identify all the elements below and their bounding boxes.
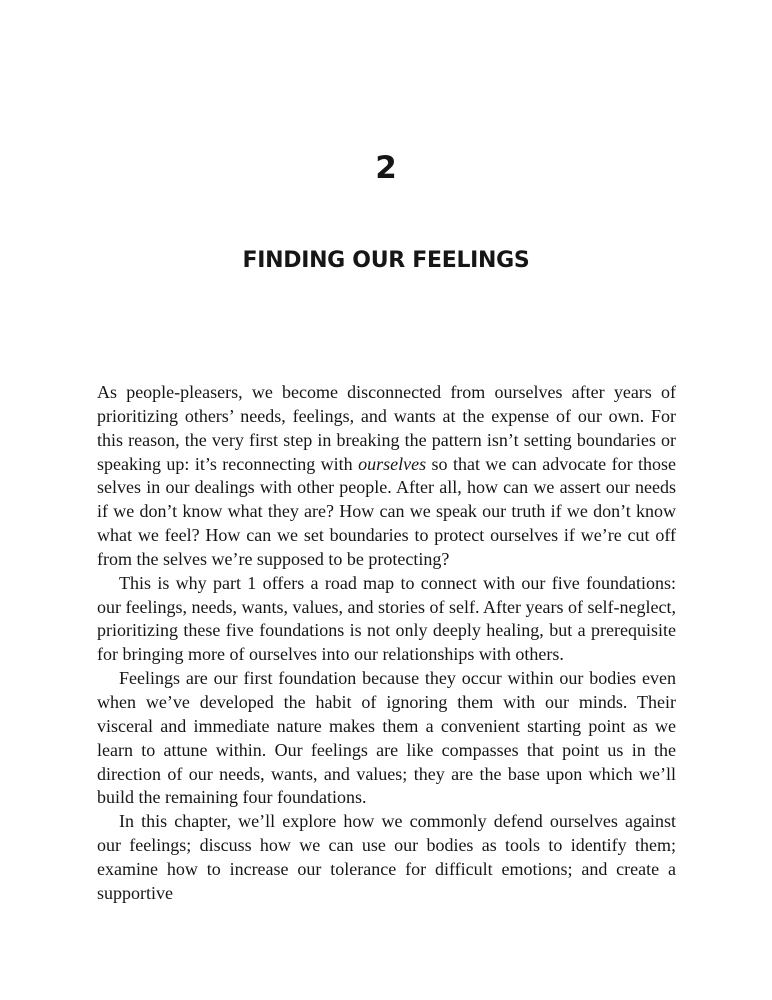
chapter-title: FINDING OUR FEELINGS bbox=[242, 248, 530, 273]
paragraph-4: In this chapter, we’ll explore how we commonly defend ourselves against our feelings; discuss how we can use our bodies as tools to identify them; examine how to increase our tolerance for difficult emotions; and create a supportive bbox=[97, 811, 676, 903]
paragraph-2: This is why part 1 offers a road map to connect with our five foundations: our feelings, needs, wants, values, and stories of self. After years of self-neglect, prioritizing these five foundations is not only deeply healing, but a prerequisite for bringing more of ourselves into our relationships with others. bbox=[97, 572, 676, 665]
paragraph-1 bbox=[97, 381, 676, 572]
chapter-number: 2 bbox=[375, 150, 397, 186]
paragraph-1-text-after: so that we can advocate for those selves in our dealings with other people. After all, how can we assert our needs if we don’t know what they are? How can we speak our truth if we don’t know what we feel? How can we set boundaries to protect ourselves if we’re cut off from the selves we’re supposed to be protecting? bbox=[97, 453, 677, 569]
paragraph-1-emphasis: ourselves bbox=[358, 453, 427, 474]
chapter-body bbox=[97, 381, 676, 906]
paragraph-1-text-before: As people-pleasers, we become disconnected from ourselves after years of prioritizing others’ needs, feelings, and wants at the expense of our own. For this reason, the very first step in breaking the pattern isn’t setting boundaries or speaking up: it’s reconnecting with bbox=[97, 382, 676, 474]
paragraph-3: Feelings are our first foundation because they occur within our bodies even when we’ve developed the habit of ignoring them with our minds. Their visceral and immediate nature makes them a convenient starting point as we learn to attune within. Our feelings are like compasses that point us in the direction of our needs, wants, and values; they are the base upon which we’ll build the remaining four foundations. bbox=[97, 668, 676, 808]
